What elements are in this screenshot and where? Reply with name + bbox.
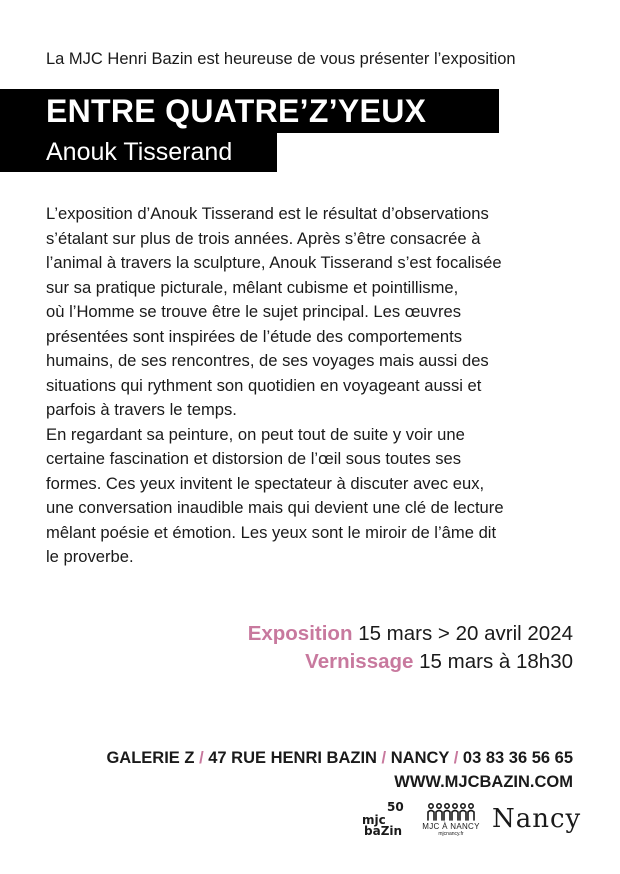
description-line: humains, de ses rencontres, de ses voyages mais aussi des xyxy=(46,351,489,370)
street-address: 47 RUE HENRI BAZIN xyxy=(208,749,377,767)
vernissage-label: Vernissage xyxy=(305,650,414,673)
people-icon xyxy=(426,802,476,822)
intro-text: La MJC Henri Bazin est heureuse de vous présenter l’exposition xyxy=(46,50,516,68)
author-banner xyxy=(0,133,277,172)
mjc-anniversary-badge: 50 xyxy=(387,800,404,814)
mjc-nancy-label: MJC À NANCY xyxy=(422,822,480,831)
description-line: sur sa pratique picturale, mêlant cubisme et pointillisme, xyxy=(46,277,459,297)
description-line: où l’Homme se trouve être le sujet principal. Les œuvres xyxy=(46,302,462,321)
exposition-label: Exposition xyxy=(247,622,353,645)
description xyxy=(46,202,586,570)
partner-logos xyxy=(362,800,584,844)
separator: / xyxy=(199,749,204,767)
mjc-logo-text: mjc xyxy=(362,813,386,827)
exposition-row xyxy=(248,620,573,648)
description-line: formes. Ces yeux invitent le spectateur à discuter avec eux, xyxy=(46,473,485,493)
gallery-name: GALERIE Z xyxy=(106,749,195,767)
event-dates xyxy=(248,620,573,676)
description-line: présentées sont inspirées de l’étude des comportements xyxy=(46,326,463,346)
separator: / xyxy=(381,749,387,767)
venue-info xyxy=(106,746,573,794)
description-line: le proverbe. xyxy=(46,547,134,566)
mjc-nancy-url: mjcnancy.fr xyxy=(438,831,464,837)
description-line: s’étalant sur plus de trois années. Après s’être consacrée à xyxy=(46,228,481,248)
website-link[interactable]: WWW.MJCBAZIN.COM xyxy=(394,773,573,791)
description-line: L’exposition d’Anouk Tisserand est le résultat d’observations xyxy=(46,204,489,223)
nancy-city-logo: Nancy xyxy=(492,804,582,834)
description-line: une conversation inaudible mais qui devient une clé de lecture xyxy=(46,498,504,517)
description-line: certaine fascination et distorsion de l’œil sous toutes ses xyxy=(46,449,462,468)
mjc-logo-text: baZin xyxy=(364,824,403,838)
vernissage-row xyxy=(248,648,573,676)
description-line: l’animal à travers la sculpture, Anouk Tisserand s’est focalisée xyxy=(46,253,502,272)
exhibition-title: ENTRE QUATRE’Z’YEUX xyxy=(46,93,427,129)
phone-number: 03 83 36 56 65 xyxy=(462,749,573,767)
title-banner xyxy=(0,89,499,133)
description-line: mêlant poésie et émotion. Les yeux sont le miroir de l’âme dit xyxy=(46,522,497,542)
exposition-dates: 15 mars > 20 avril 2024 xyxy=(358,622,573,645)
address-line xyxy=(106,746,573,770)
artist-name: Anouk Tisserand xyxy=(46,138,233,166)
description-line: situations qui rythment son quotidien en voyageant aussi et xyxy=(46,375,482,395)
mjc-nancy-logo xyxy=(420,802,482,844)
city-name: NANCY xyxy=(390,749,450,767)
separator: / xyxy=(453,749,459,767)
mjc-bazin-logo xyxy=(362,800,408,844)
description-line: En regardant sa peinture, on peut tout de suite y voir une xyxy=(46,424,465,444)
vernissage-date: 15 mars à 18h30 xyxy=(419,650,573,673)
description-line: parfois à travers le temps. xyxy=(46,400,237,419)
